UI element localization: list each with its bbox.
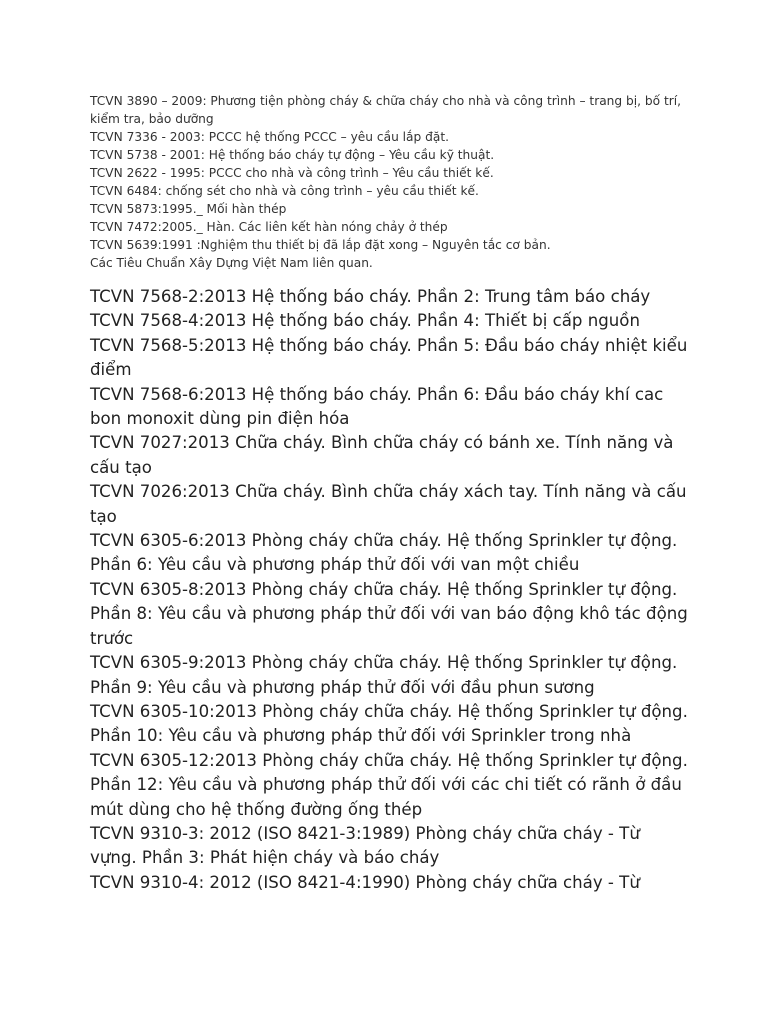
standard-entry: TCVN 6305-10:2013 Phòng cháy chữa cháy. Hệ thống Sprinkler tự động. Phần 10: Yêu cầu và phương pháp thử đối với Sprinkler trong nhà (90, 701, 688, 746)
small-line: TCVN 5639:1991 :Nghiệm thu thiết bị đã lắp đặt xong – Nguyên tắc cơ bản. (90, 238, 551, 252)
standard-entry: TCVN 7568-4:2013 Hệ thống báo cháy. Phần 4: Thiết bị cấp nguồn (90, 311, 640, 331)
standard-entry: TCVN 6305-9:2013 Phòng cháy chữa cháy. Hệ thống Sprinkler tự động. Phần 9: Yêu cầu và phương pháp thử đối với đầu phun sương (90, 653, 678, 697)
small-line: Các Tiêu Chuẩn Xây Dựng Việt Nam liên quan. (90, 256, 373, 270)
standard-entry: TCVN 7568-6:2013 Hệ thống báo cháy. Phần 6: Đầu báo cháy khí cac bon monoxit dùng pin điện hóa (90, 384, 664, 429)
standard-entry: TCVN 7568-2:2013 Hệ thống báo cháy. Phần 2: Trung tâm báo cháy (90, 287, 651, 306)
standard-entry: TCVN 7568-5:2013 Hệ thống báo cháy. Phần 5: Đầu báo cháy nhiệt kiểu điểm (90, 335, 688, 380)
small-line: TCVN 7472:2005._ Hàn. Các liên kết hàn nóng chảy ở thép (90, 220, 448, 234)
standards-list-small (90, 92, 690, 272)
small-line: TCVN 6484: chống sét cho nhà và công trình – yêu cầu thiết kế. (90, 184, 479, 198)
standard-entry: TCVN 9310-4: 2012 (ISO 8421-4:1990) Phòng cháy chữa cháy - Từ (90, 872, 640, 892)
small-line: TCVN 5738 - 2001: Hệ thống báo cháy tự động – Yêu cầu kỹ thuật. (90, 148, 495, 162)
small-line: TCVN 7336 - 2003: PCCC hệ thống PCCC – yêu cầu lắp đặt. (90, 130, 449, 144)
standard-entry: TCVN 7026:2013 Chữa cháy. Bình chữa cháy xách tay. Tính năng và cấu tạo (90, 482, 687, 526)
standard-entry: TCVN 6305-6:2013 Phòng cháy chữa cháy. Hệ thống Sprinkler tự động. Phần 6: Yêu cầu và phương pháp thử đối với van một chiều (90, 531, 678, 575)
standard-entry: TCVN 6305-8:2013 Phòng cháy chữa cháy. Hệ thống Sprinkler tự động. Phần 8: Yêu cầu và phương pháp thử đối với van báo động khô tác động trước (90, 579, 688, 648)
small-line: TCVN 5873:1995._ Mối hàn thép (90, 202, 287, 216)
small-line: TCVN 2622 - 1995: PCCC cho nhà và công trình – Yêu cầu thiết kế. (90, 166, 494, 180)
standard-entry: TCVN 6305-12:2013 Phòng cháy chữa cháy. Hệ thống Sprinkler tự động. Phần 12: Yêu cầu và phương pháp thử đối với các chi tiết có rãnh ở đầu mút dùng cho hệ thống đường ống thép (90, 750, 688, 819)
standards-list-large (90, 285, 690, 895)
standard-entry: TCVN 7027:2013 Chữa cháy. Bình chữa cháy có bánh xe. Tính năng và cấu tạo (90, 433, 674, 477)
standard-entry: TCVN 9310-3: 2012 (ISO 8421-3:1989) Phòng cháy chữa cháy - Từ vựng. Phần 3: Phát hiện cháy và báo cháy (90, 823, 640, 868)
small-line: TCVN 3890 – 2009: Phương tiện phòng cháy & chữa cháy cho nhà và công trình – trang bị, bố trí, kiểm tra, bảo dưỡng (90, 94, 681, 126)
document-page (90, 92, 690, 895)
